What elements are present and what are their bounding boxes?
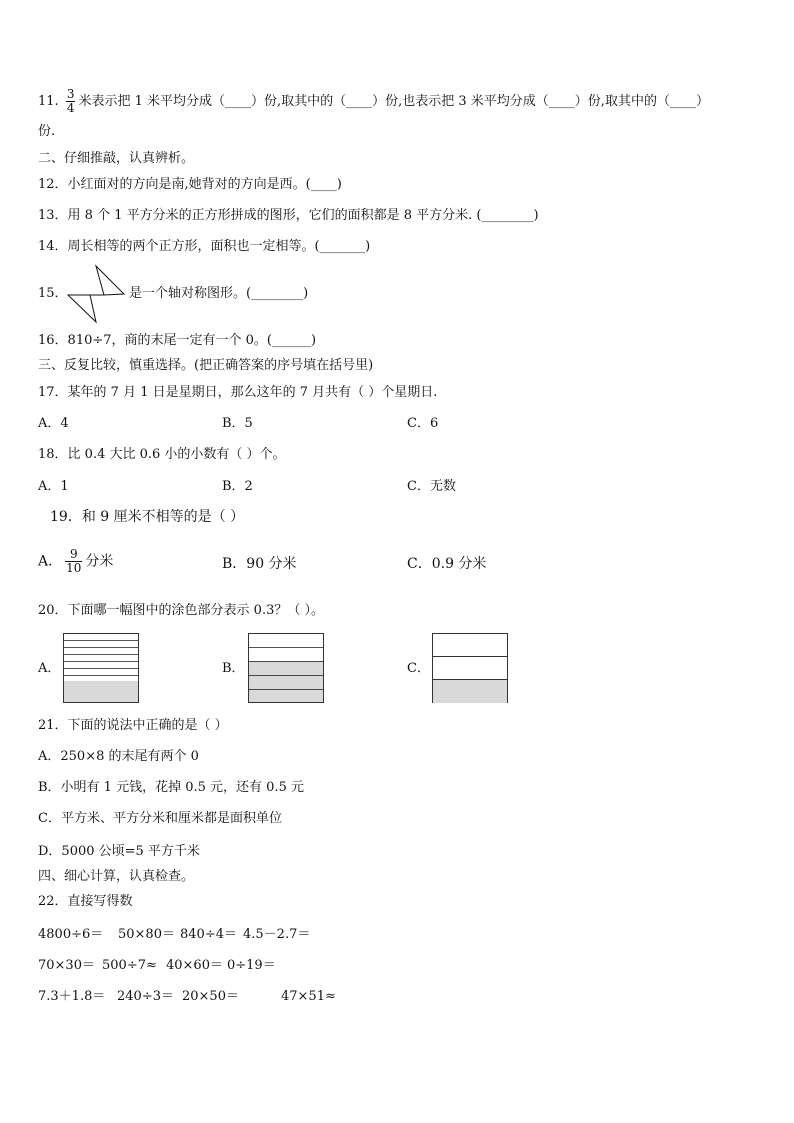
calc-r1-c2: 50×80＝ [118, 927, 175, 942]
q21-option-a: A．250×8 的末尾有两个 0 [38, 749, 199, 764]
q20-figure-a [63, 633, 139, 703]
q20-option-b-label: B． [222, 661, 245, 676]
q11-fraction: $\frac{3}{4}$ [66, 87, 75, 115]
calc-r1-c4: 4.5－2.7＝ [243, 927, 311, 942]
q11-number: 11. [38, 94, 59, 109]
q18-stem: 18．比 0.4 大比 0.6 小的小数有（ ）个。 [38, 447, 286, 462]
q19-stem: 19．和 9 厘米不相等的是（ ） [50, 509, 245, 525]
q19-option-a: A． $\frac{9}{10}$ 分米 [38, 547, 114, 575]
q17-stem: 17．某年的 7 月 1 日是星期日，那么这年的 7 月共有（ ）个星期日. [38, 385, 438, 400]
calc-r2-c3: 40×60＝ [166, 958, 223, 973]
q14-text: 14．周长相等的两个正方形，面积也一定相等。(_______) [38, 239, 371, 254]
q11-line [38, 88, 709, 115]
q21-option-b: B．小明有 1 元钱，花掉 0.5 元，还有 0.5 元 [38, 780, 304, 795]
q13-text: 13．用 8 个 1 平方分米的正方形拼成的图形，它们的面积都是 8 平方分米. (________) [38, 208, 539, 223]
q21-option-c: C．平方米、平方分米和厘米都是面积单位 [38, 811, 282, 826]
q15-text: 是一个轴对称图形。(________) [129, 286, 309, 301]
q20-figure-c [432, 633, 508, 703]
q15-number: 15． [38, 286, 68, 301]
q12-text: 12．小红面对的方向是南,她背对的方向是西。(____) [38, 177, 342, 192]
q19-fraction: $\frac{9}{10}$ [66, 547, 82, 575]
calc-r2-c4: 0÷19＝ [227, 958, 276, 973]
q21-option-d: D．5000 公顷=5 平方千米 [38, 844, 200, 859]
calc-r1-c3: 840÷4＝ [180, 927, 237, 942]
calc-r1-c1: 4800÷6＝ [38, 927, 104, 942]
q20-stem: 20．下面哪一幅图中的涂色部分表示 0.3？（ ）。 [38, 603, 324, 618]
q16-text: 16．810÷7，商的末尾一定有一个 0。(______) [38, 333, 317, 348]
q17-option-a: A．4 [38, 416, 69, 431]
calc-r3-c1: 7.3＋1.8＝ [38, 989, 106, 1004]
pinwheel-figure [66, 264, 130, 326]
q17-option-b: B．5 [222, 416, 253, 431]
q20-figure-c-divider-1 [433, 656, 507, 657]
q18-option-b: B．2 [222, 479, 253, 494]
q19-option-c: C．0.9 分米 [407, 556, 487, 572]
q11-text: 米表示把 1 米平均分成（____）份,取其中的（____）份,也表示把 3 米平均分成（____）份,取其中的（____） [78, 94, 709, 109]
q20-option-c-label: C． [407, 661, 430, 676]
section-2-heading: 二、仔细推敲，认真辨析。 [38, 151, 195, 166]
q20-figure-c-shaded [433, 679, 507, 703]
q11-continuation: 份. [38, 124, 56, 139]
calc-r2-c2: 500÷7≈ [102, 958, 157, 973]
calc-r2-c1: 70×30＝ [38, 958, 95, 973]
q22-stem: 22．直接写得数 [38, 894, 133, 909]
calc-r3-c3: 20×50＝ [182, 989, 239, 1004]
q18-option-c: C．无数 [407, 479, 456, 494]
q20-figure-b [248, 633, 324, 703]
section-4-heading: 四、细心计算，认真检查。 [38, 869, 195, 884]
calc-r3-c4: 47×51≈ [281, 989, 336, 1004]
q18-option-a: A．1 [38, 479, 69, 494]
q21-stem: 21．下面的说法中正确的是（ ） [38, 718, 228, 733]
section-3-heading: 三、反复比较，慎重选择。(把正确答案的序号填在括号里) [38, 358, 374, 373]
q19-option-b: B．90 分米 [222, 556, 297, 572]
q20-option-a-label: A． [38, 661, 61, 676]
q17-option-c: C．6 [407, 416, 439, 431]
calc-r3-c2: 240÷3＝ [117, 989, 174, 1004]
